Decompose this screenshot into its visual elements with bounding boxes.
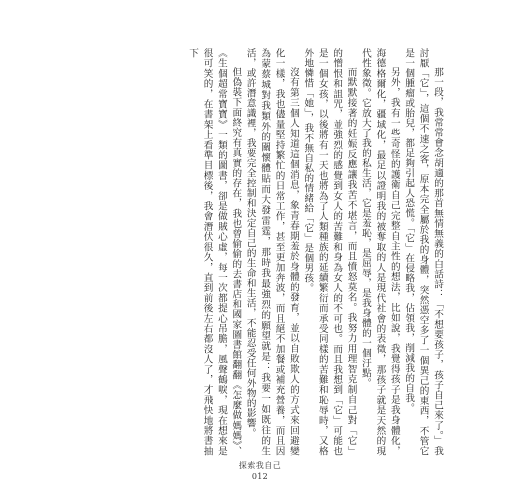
paragraph: 沒有第三個人知道這個消息，象青春期羞於身體的發育，並以自敗欺人的方式來回避變化一樣，我也儘量堅持繁忙的日常工作，甚至更加奔波，而且絕不加餐或補充營養，而且因為蒙蔡城對我類外的關懷體貼而大發雷霆，那時我最強烈的願望就是：我要一如既往的生活，或許潛意識裡，我要完全控制和決定自己的生命和生活，不能忍受任何外物的影響。 (244, 48, 299, 456)
paragraph: 而默默接著的妊娠反應讓我苦不堪言，而且憤怒莫名。我努力用理智克制自己對「它」的憎恨和詛咒，並強烈的感覺到女人的苦難和身為女人的不可也。而且我想到「它」可能也是一個女孩，以後將有一天也將為了人類種族的延續繁衍而承受同樣的苦難和恥辱時，又格外地憐惜「她」，我不無自私的情緒給「它」是個男孩。 (302, 48, 357, 456)
running-footer-title: 探索我自己 (238, 461, 282, 470)
page-number: 012 (251, 472, 269, 481)
paragraph: 那一段，我常常會念胡適的那首無情無義的白話詩：「不想要孩子，孩子自己來了。」我討厭「它」，這個不速之客，原本完全屬於我的身體，突然憑空多了一個異己的東西，不管它是一個腫瘤或胎兒，都足夠引起人恐慌。「它」在侵略我，佔領我，削減我的自我。 (403, 48, 443, 456)
paragraph: 另外，我有一些奇怪的護衛自己完整自主性的想法，比如說，我覺得孩子是我身體化，海德格爾化，疆域化，最足以證明我的被奪取的人是現代社會的表徵，那孩子就是天然的現代性象徵。它放大了我的私生活，它是羞恥，是屈辱，是我身體的一個汙點。 (359, 48, 400, 456)
paragraph: 但偽裝下面終究有真實的存在，我也曾偷偷的去書店和國家圖書館翻翻《怎麼做媽媽》、《生個超常寶寶》一類的圖書，卻是做賊心虛，每一次都提心吊膽，風聲鶴唳，現在想來是很可笑的，在書架上看準目標後，我會潛伏很久，直到前後左右都沒人了，才飛快地將書抽下 (187, 48, 242, 456)
vertical-text-body (108, 48, 444, 456)
